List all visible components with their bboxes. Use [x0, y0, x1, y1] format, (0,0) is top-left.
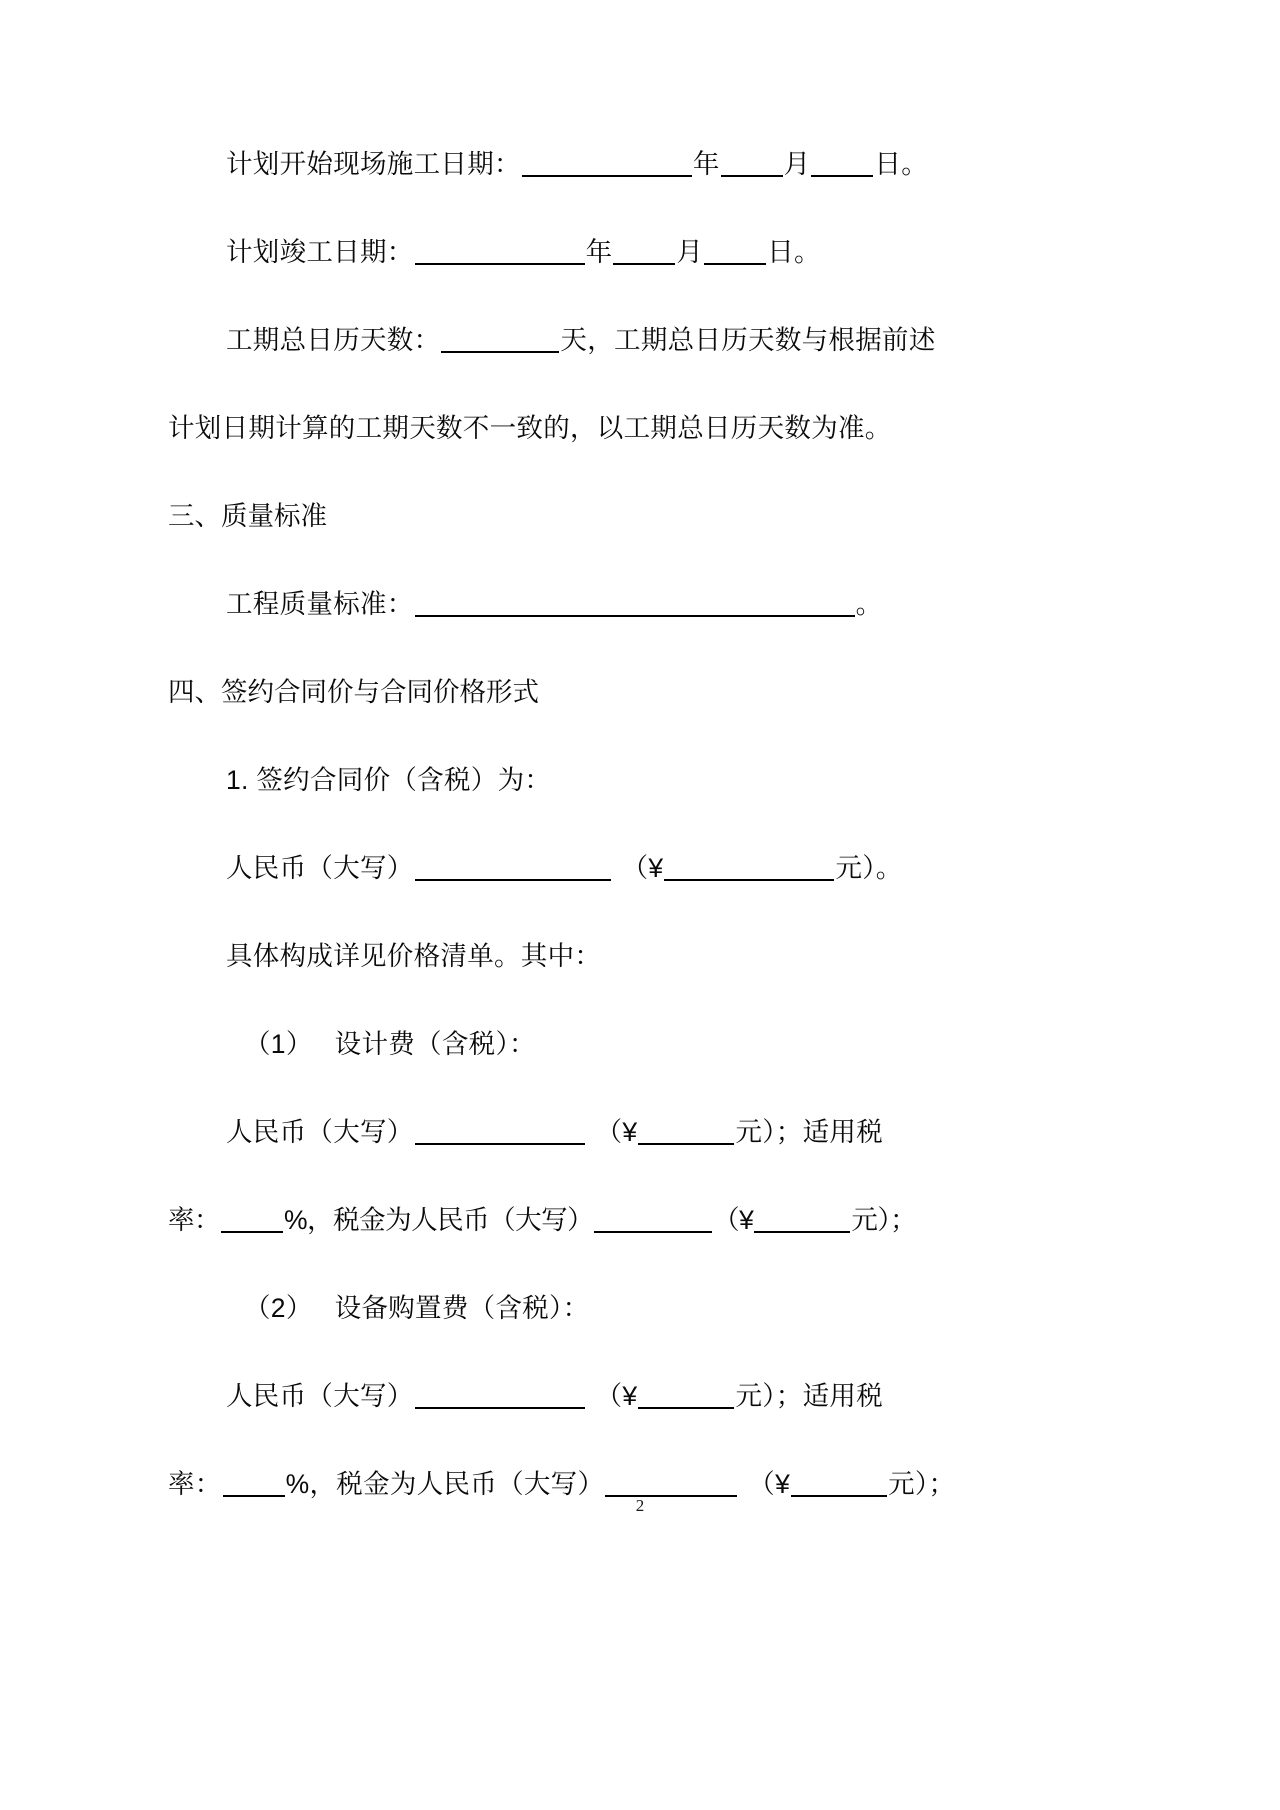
subitem-2-tax-open: （¥ — [748, 1469, 791, 1499]
subitem-2-rate-tail: 适用税 — [802, 1381, 884, 1411]
quality-standard-blank[interactable] — [415, 589, 855, 617]
subitem-1-yuan-unit: 元）； — [735, 1117, 803, 1147]
price-breakdown-note-text: 具体构成详见价格清单。其中： — [226, 941, 602, 971]
equipment-fee-figures-blank[interactable] — [638, 1381, 734, 1409]
equipment-tax-figures-blank[interactable] — [791, 1469, 887, 1497]
quality-standard-period: 。 — [855, 589, 883, 619]
days-unit: 天， — [560, 325, 615, 355]
completion-month-blank[interactable] — [613, 237, 675, 265]
rmb-uppercase-label: 人民币（大写） — [226, 853, 414, 883]
subitem-2-percent-text: %，税金为人民币（大写） — [285, 1469, 605, 1499]
completion-month-unit: 月 — [676, 237, 704, 267]
planned-completion-date-line — [168, 208, 958, 296]
start-year-unit: 年 — [692, 149, 720, 179]
section-heading-four — [168, 648, 958, 736]
yuan-open-paren: （¥ — [621, 853, 664, 883]
start-day-blank[interactable] — [811, 149, 873, 177]
section-three-title: 三、质量标准 — [168, 501, 327, 531]
page-number: 2 — [635, 1496, 645, 1515]
planned-start-date-label: 计划开始现场施工日期： — [226, 149, 521, 179]
subitem-1-rate-label: 率： — [168, 1205, 220, 1235]
subitem-1-title-line — [168, 1000, 958, 1088]
equipment-tax-rate-blank[interactable] — [223, 1469, 285, 1497]
subitem-2-title: 设备购置费（含税）： — [334, 1293, 590, 1323]
start-day-unit: 日。 — [874, 149, 929, 179]
contract-price-figures-blank[interactable] — [664, 853, 834, 881]
contract-price-words-blank[interactable] — [415, 853, 611, 881]
equipment-fee-words-blank[interactable] — [415, 1381, 585, 1409]
total-days-clause-part2: 计划日期计算的工期天数不一致的，以工期总日历天数为准。 — [168, 413, 892, 443]
subitem-1-tax-open: （¥ — [713, 1205, 754, 1235]
contract-price-item-1-label: 1. 签约合同价（含税）为： — [226, 765, 552, 795]
subitem-1-amount-line — [168, 1088, 958, 1176]
planned-completion-date-label: 计划竣工日期： — [226, 237, 414, 267]
subitem-2-rate-label: 率： — [168, 1469, 222, 1499]
total-calendar-days-line — [168, 296, 958, 384]
yuan-unit: 元）。 — [835, 853, 903, 883]
total-days-blank[interactable] — [441, 325, 559, 353]
start-month-blank[interactable] — [721, 149, 783, 177]
subitem-2-title-line — [168, 1264, 958, 1352]
completion-year-unit: 年 — [585, 237, 613, 267]
subitem-2-rmb-label: 人民币（大写） — [226, 1381, 414, 1411]
completion-year-blank[interactable] — [415, 237, 585, 265]
planned-start-date-line — [168, 120, 958, 208]
subitem-1-number: （1） — [244, 1029, 313, 1059]
subitem-2-number: （2） — [244, 1293, 313, 1323]
subitem-1-yuan-open: （¥ — [595, 1117, 638, 1147]
subitem-2-yuan-open: （¥ — [595, 1381, 638, 1411]
design-tax-figures-blank[interactable] — [754, 1205, 850, 1233]
design-fee-words-blank[interactable] — [415, 1117, 585, 1145]
subitem-1-tax-unit: 元）； — [851, 1205, 917, 1235]
subitem-2-amount-line — [168, 1352, 958, 1440]
subitem-2-tax-unit: 元）； — [888, 1469, 956, 1499]
start-month-unit: 月 — [783, 149, 811, 179]
subitem-1-tax-line — [168, 1176, 958, 1264]
total-calendar-days-label: 工期总日历天数： — [226, 325, 441, 355]
design-fee-figures-blank[interactable] — [638, 1117, 734, 1145]
completion-day-unit: 日。 — [767, 237, 821, 267]
total-days-clause-part1: 工期总日历天数与根据前述 — [614, 325, 936, 355]
subitem-1-title: 设计费（含税）： — [334, 1029, 536, 1059]
section-heading-three — [168, 472, 958, 560]
design-tax-words-blank[interactable] — [594, 1205, 712, 1233]
start-year-blank[interactable] — [522, 149, 692, 177]
contract-price-amount-line — [168, 824, 958, 912]
contract-price-item-1 — [168, 736, 958, 824]
subitem-1-percent-text: %，税金为人民币（大写） — [284, 1205, 594, 1235]
total-calendar-days-continuation — [168, 384, 958, 472]
design-tax-rate-blank[interactable] — [221, 1205, 283, 1233]
quality-standard-label: 工程质量标准： — [226, 589, 414, 619]
subitem-1-rate-tail: 适用税 — [802, 1117, 884, 1147]
price-breakdown-note — [168, 912, 958, 1000]
page-content — [168, 120, 958, 1528]
equipment-tax-words-blank[interactable] — [605, 1469, 737, 1497]
completion-day-blank[interactable] — [704, 237, 766, 265]
quality-standard-line — [168, 560, 958, 648]
subitem-2-yuan-unit: 元）； — [735, 1381, 803, 1411]
section-four-title: 四、签约合同价与合同价格形式 — [168, 677, 539, 707]
subitem-1-rmb-label: 人民币（大写） — [226, 1117, 414, 1147]
